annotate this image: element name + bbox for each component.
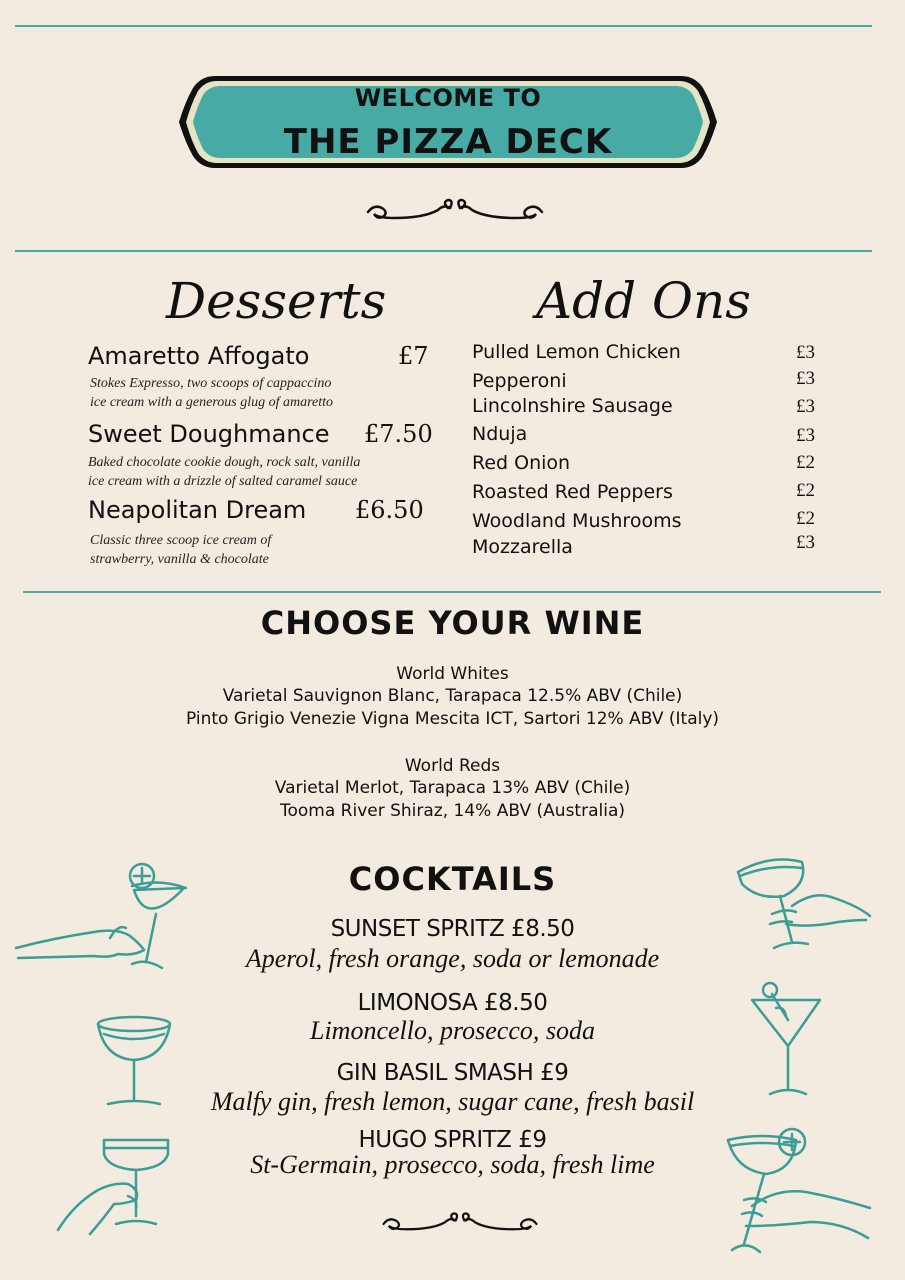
hand-holding-glass-icon [14, 858, 194, 998]
cocktail-name: LIMONOSA £8.50 [357, 990, 548, 1016]
cocktails-heading: COCKTAILS [348, 860, 557, 898]
addon-name: Mozzarella [472, 536, 573, 558]
martini-glass-icon [748, 978, 824, 1098]
wine-category: World Reds [404, 756, 501, 776]
dessert-name: Amaretto Affogato [88, 342, 310, 370]
addon-price: £2 [796, 508, 815, 529]
section-rule [23, 591, 881, 593]
addon-price: £3 [796, 532, 815, 553]
addon-price: £2 [796, 452, 815, 473]
addon-price: £3 [796, 368, 815, 389]
hand-holding-glass-icon [54, 1134, 184, 1238]
addon-name: Pepperoni [472, 370, 567, 392]
dessert-description: Stokes Expresso, two scoops of cappaccino ice cream with a generous glug of amaretto [90, 376, 334, 410]
hand-holding-glass-icon [726, 1126, 872, 1260]
top-rule [15, 25, 872, 27]
addon-price: £2 [796, 480, 815, 501]
desserts-title: Desserts [166, 272, 387, 330]
cocktail-description: Aperol, fresh orange, soda or lemonade [245, 944, 660, 973]
cocktail-glass-icon [94, 1014, 176, 1110]
cocktail-name: SUNSET SPRITZ £8.50 [330, 916, 575, 942]
addons-title: Add Ons [536, 272, 751, 330]
cocktail-name: HUGO SPRITZ £9 [358, 1127, 547, 1153]
addon-name: Roasted Red Peppers [472, 481, 673, 503]
hand-holding-glass-icon [734, 854, 874, 954]
dessert-price: £7 [398, 342, 429, 370]
dessert-description: Baked chocolate cookie dough, rock salt, vanilla ice cream with a drizzle of salted caramel sauce [88, 455, 361, 489]
welcome-text: WELCOME TO [354, 84, 542, 112]
section-rule [15, 250, 872, 252]
cocktail-description: Malfy gin, fresh lemon, sugar cane, fresh basil [210, 1087, 695, 1116]
cocktail-description: St-Germain, prosecco, soda, fresh lime [250, 1150, 655, 1179]
addon-price: £3 [796, 396, 815, 417]
wine-heading: CHOOSE YOUR WINE [260, 604, 645, 642]
cocktail-description: Limoncello, prosecco, soda [310, 1016, 595, 1045]
wine-item: Pinto Grigio Venezie Vigna Mescita ICT, Sartori 12% ABV (Italy) [185, 709, 720, 729]
cocktail-name: GIN BASIL SMASH £9 [336, 1060, 569, 1086]
dessert-description: Classic three scoop ice cream of strawberry, vanilla & chocolate [90, 533, 272, 567]
dessert-price: £6.50 [355, 496, 424, 524]
restaurant-title: THE PIZZA DECK [283, 122, 613, 162]
wine-item: Varietal Merlot, Tarapaca 13% ABV (Chile) [274, 778, 631, 798]
addon-name: Red Onion [472, 452, 571, 474]
wine-item: Varietal Sauvignon Blanc, Tarapaca 12.5% ABV (Chile) [222, 686, 683, 706]
wine-category: World Whites [396, 664, 509, 684]
addon-name: Nduja [472, 423, 528, 445]
addon-price: £3 [796, 425, 815, 446]
addon-price: £3 [796, 342, 815, 363]
dessert-name: Sweet Doughmance [88, 420, 330, 448]
wine-item: Tooma River Shiraz, 14% ABV (Australia) [279, 801, 625, 821]
addon-name: Woodland Mushrooms [472, 510, 682, 532]
flourish-divider-icon [364, 194, 546, 230]
addon-name: Pulled Lemon Chicken [472, 341, 681, 363]
flourish-divider-icon [380, 1206, 540, 1242]
dessert-name: Neapolitan Dream [88, 496, 307, 524]
addon-name: Lincolnshire Sausage [472, 395, 673, 417]
dessert-price: £7.50 [364, 420, 433, 448]
